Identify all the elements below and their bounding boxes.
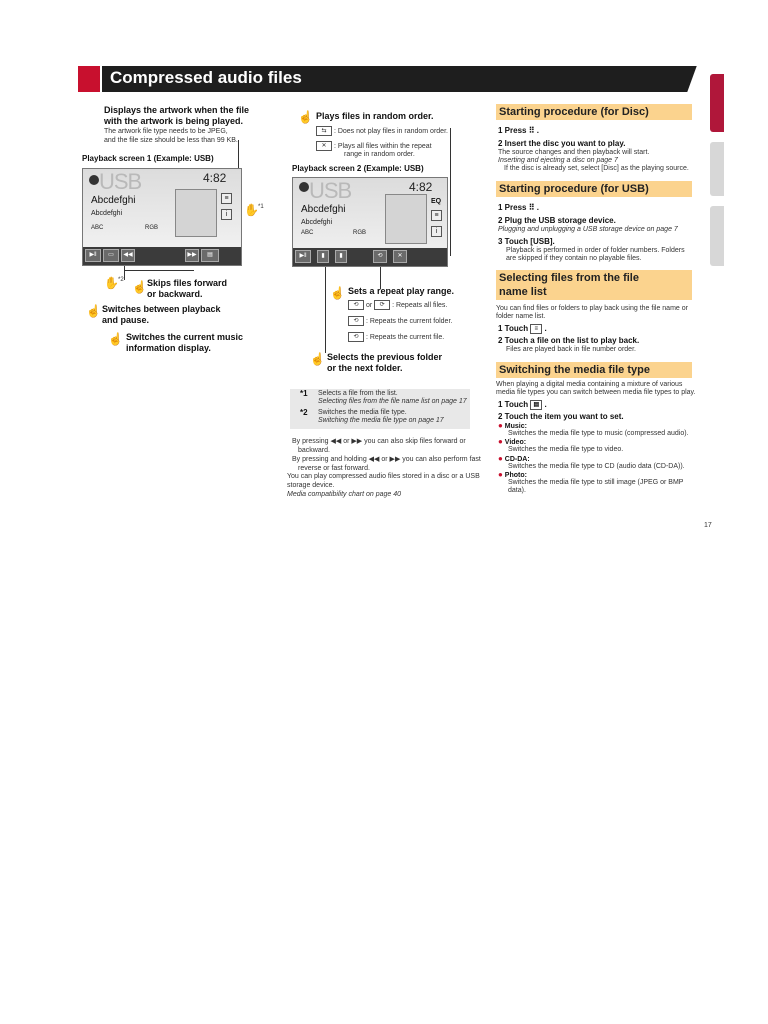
home-icon: ⠿ [528,126,535,135]
repeat-file-text: : Repeats the current file. [365,333,445,341]
repeat-folder-text: : Repeats the current folder. [365,317,453,325]
side-tab-active[interactable] [710,74,724,132]
artwork-image [385,194,427,244]
tip3-2: storage device. [287,482,335,489]
touch-icon-info: ☝ [108,332,123,346]
usb-step-3: 3 Touch [USB]. [498,237,555,246]
marker-1: *1 [258,204,264,210]
callout-line [124,266,125,280]
switch-step-1: 1 Touch [498,400,529,410]
switch-info-caption-2: information display. [126,343,211,353]
disc-step-2: 2 Insert the disc you want to play. [498,139,626,148]
music-desc: Switches the media file type to music (compressed audio). [508,430,689,437]
artwork-caption-1: Displays the artwork when the file [104,105,250,115]
note1-ref[interactable]: Selecting files from the file name list on page 17 [318,398,467,405]
tip1-c: you can also skip files forward or [364,438,466,445]
list-icon[interactable]: ≡ [221,193,232,204]
header-bar [102,66,684,92]
select-heading-line-1: Selecting files from the file [499,272,639,284]
usb-step-2a[interactable]: Plugging and unplugging a USB storage device on page 7 [498,226,678,233]
side-tab[interactable] [710,142,724,196]
tip1-a: By pressing [292,438,329,445]
info-icon[interactable]: i [221,209,232,220]
repeat-button[interactable]: ⟲ [373,250,387,263]
playback-screen-2 [292,177,448,267]
artwork-caption-3: The artwork file type needs to be JPEG, [104,128,228,135]
folder-caption-2: or the next folder. [327,363,403,373]
bullet-icon: ● [498,470,503,479]
play-pause-button[interactable]: ▶‖ [85,249,101,262]
note2-text: Switches the media file type. [318,409,407,416]
callout-line [325,267,326,353]
usb-step-3b: are skipped if they contain no playable files. [506,255,642,262]
switch-intro-2: media file types you can switch between media file types to play. [496,389,696,396]
switch-play-caption-2: and pause. [102,315,150,325]
tip2-b: or [381,456,388,463]
repeat-or: or [365,301,373,309]
random-on-text-2: range in random order. [344,151,415,158]
time-display: 4:82 [409,180,433,194]
video-label: Video: [504,439,527,446]
tip1-b: or [343,438,350,445]
usb-heading: Starting procedure (for USB) [496,181,692,197]
random-off-icon: ⇆ [316,126,332,136]
media-type-icon: ▤ [530,400,542,410]
select-step-1: 1 Touch [498,324,529,334]
video-desc: Switches the media file type to video. [508,446,624,453]
callout-line [124,270,194,271]
menu-icon[interactable] [299,182,309,192]
photo-desc-1: Switches the media file type to still image (JPEG or BMP [508,479,684,486]
switch-heading: Switching the media file type [496,362,692,378]
usb-step-3a: Playback is performed in order of folder numbers. Folders [506,247,685,254]
touch-icon-skip: ☝ [132,280,147,294]
repeat-all-text: : Repeats all files. [392,301,448,309]
music-label: Music: [504,423,527,430]
random-button[interactable]: ✕ [393,250,407,263]
play-pause-button[interactable]: ▶‖ [295,250,311,263]
genre-name: RGB [145,225,159,231]
photo-desc-2: data). [508,487,526,494]
artwork-caption-4: and the file size should be less than 99 KB. [104,137,238,144]
select-step-2: 2 Touch a file on the list to play back. [498,336,640,345]
touch-icon-play: ☝ [86,304,101,318]
touch-icon-2: ✋ [104,276,119,290]
note1-text: Selects a file from the list. [318,390,398,397]
list-icon: ≡ [530,324,542,334]
select-intro-1: You can find files or folders to play back using the file name or [496,305,688,312]
marker-2: *2 [118,277,124,283]
usb-step-2: 2 Plug the USB storage device. [498,216,616,225]
prev-track-button[interactable]: ◀◀ [121,249,135,262]
usb-step-1: 1 Press [498,203,527,212]
album-name: ABC [301,230,314,236]
genre-name: RGB [353,230,367,236]
tip3-1: You can play compressed audio files stored in a disc or a USB [287,473,480,480]
repeat-all-icon-b: ⟳ [374,300,390,310]
photo-label: Photo: [504,472,527,479]
artist-name: Abcdefghi [91,210,123,217]
info-icon[interactable]: i [431,226,442,237]
cdda-label: CD-DA: [504,456,530,463]
note2-mark: *2 [300,408,308,417]
tip2-d: reverse or fast forward. [298,465,370,472]
eq-label[interactable]: EQ [431,198,442,205]
touch-icon-folder: ☝ [310,352,325,366]
bullet-icon: ● [498,421,503,430]
artwork-caption-2: with the artwork is being played. [104,116,244,126]
callout-line [450,128,451,256]
switch-intro-1: When playing a digital media containing a mixture of various [496,381,683,388]
bullet-icon: ● [498,437,503,446]
song-title: Abcdefghi [91,195,136,206]
album-name: ABC [91,225,104,231]
touch-icon-1: ✋ [244,203,259,217]
artwork-image [175,189,217,237]
tip2-c: you can also perform fast [402,456,481,463]
screen1-title: Playback screen 1 (Example: USB) [82,154,214,163]
switch-info-caption-1: Switches the current music [126,332,244,342]
random-off-text: : Does not play files in random order. [333,127,448,135]
menu-icon[interactable] [89,175,99,185]
skips-caption-2: or backward. [147,289,203,299]
random-title: Plays files in random order. [316,111,434,121]
home-icon: ⠿ [528,203,535,212]
repeat-folder-icon: ⟲ [348,316,364,326]
source-label: USB [309,178,352,203]
select-heading [496,270,692,300]
page-number: 17 [704,522,712,529]
disc-heading: Starting procedure (for Disc) [496,104,692,120]
bullet-icon: ● [498,454,503,463]
touch-icon-repeat: ☝ [330,286,345,300]
prev-folder-button[interactable]: ▮ [317,250,329,263]
disc-step-1: 1 Press [498,126,527,135]
skips-caption-1: Skips files forward [147,278,228,288]
switch-step-2: 2 Touch the item you want to set. [498,412,624,421]
header-accent [78,66,100,92]
select-heading-line-2: name list [499,286,547,298]
time-display: 4:82 [203,171,227,185]
repeat-file-icon: ⟲ [348,332,364,342]
media-type-button[interactable]: ▤ [201,249,219,262]
playback-screen-1 [82,168,242,266]
note2-ref[interactable]: Switching the media file type on page 17 [318,417,444,424]
disc-step-2c: If the disc is already set, select [Disc] as the playing source. [504,165,689,172]
next-folder-button[interactable]: ▮ [335,250,347,263]
page-title: Compressed audio files [110,68,302,87]
touch-icon-random: ☝ [298,110,313,124]
repeat-all-icon-a: ⟲ [348,300,364,310]
select-intro-2: folder name list. [496,313,546,320]
artist-name: Abcdefghi [301,219,333,226]
tip4-ref[interactable]: Media compatibility chart on page 40 [287,491,402,498]
side-tab[interactable] [710,206,724,266]
tip2-a: By pressing and holding [292,456,367,463]
random-on-text-1: : Plays all files within the repeat [333,142,432,150]
folder-caption-1: Selects the previous folder [327,352,443,362]
select-step-2a: Files are played back in file number order. [506,346,636,353]
cdda-desc: Switches the media file type to CD (audio data (CD-DA)). [508,463,685,470]
random-on-icon: ✕ [316,141,332,151]
tip1-d: backward. [298,447,330,454]
disc-step-2a: The source changes and then playback will start. [498,149,650,156]
source-label: USB [99,169,142,194]
switch-play-caption-1: Switches between playback [102,304,221,314]
screen2-title: Playback screen 2 (Example: USB) [292,164,424,173]
next-track-button[interactable]: ▶▶ [185,249,199,262]
note1-mark: *1 [300,389,308,398]
disc-step-2b[interactable]: Inserting and ejecting a disc on page 7 [498,157,618,164]
repeat-title: Sets a repeat play range. [348,286,455,296]
list-icon[interactable]: ≡ [431,210,442,221]
song-title: Abcdefghi [301,204,346,215]
info-display-button[interactable]: ▭ [103,249,119,262]
